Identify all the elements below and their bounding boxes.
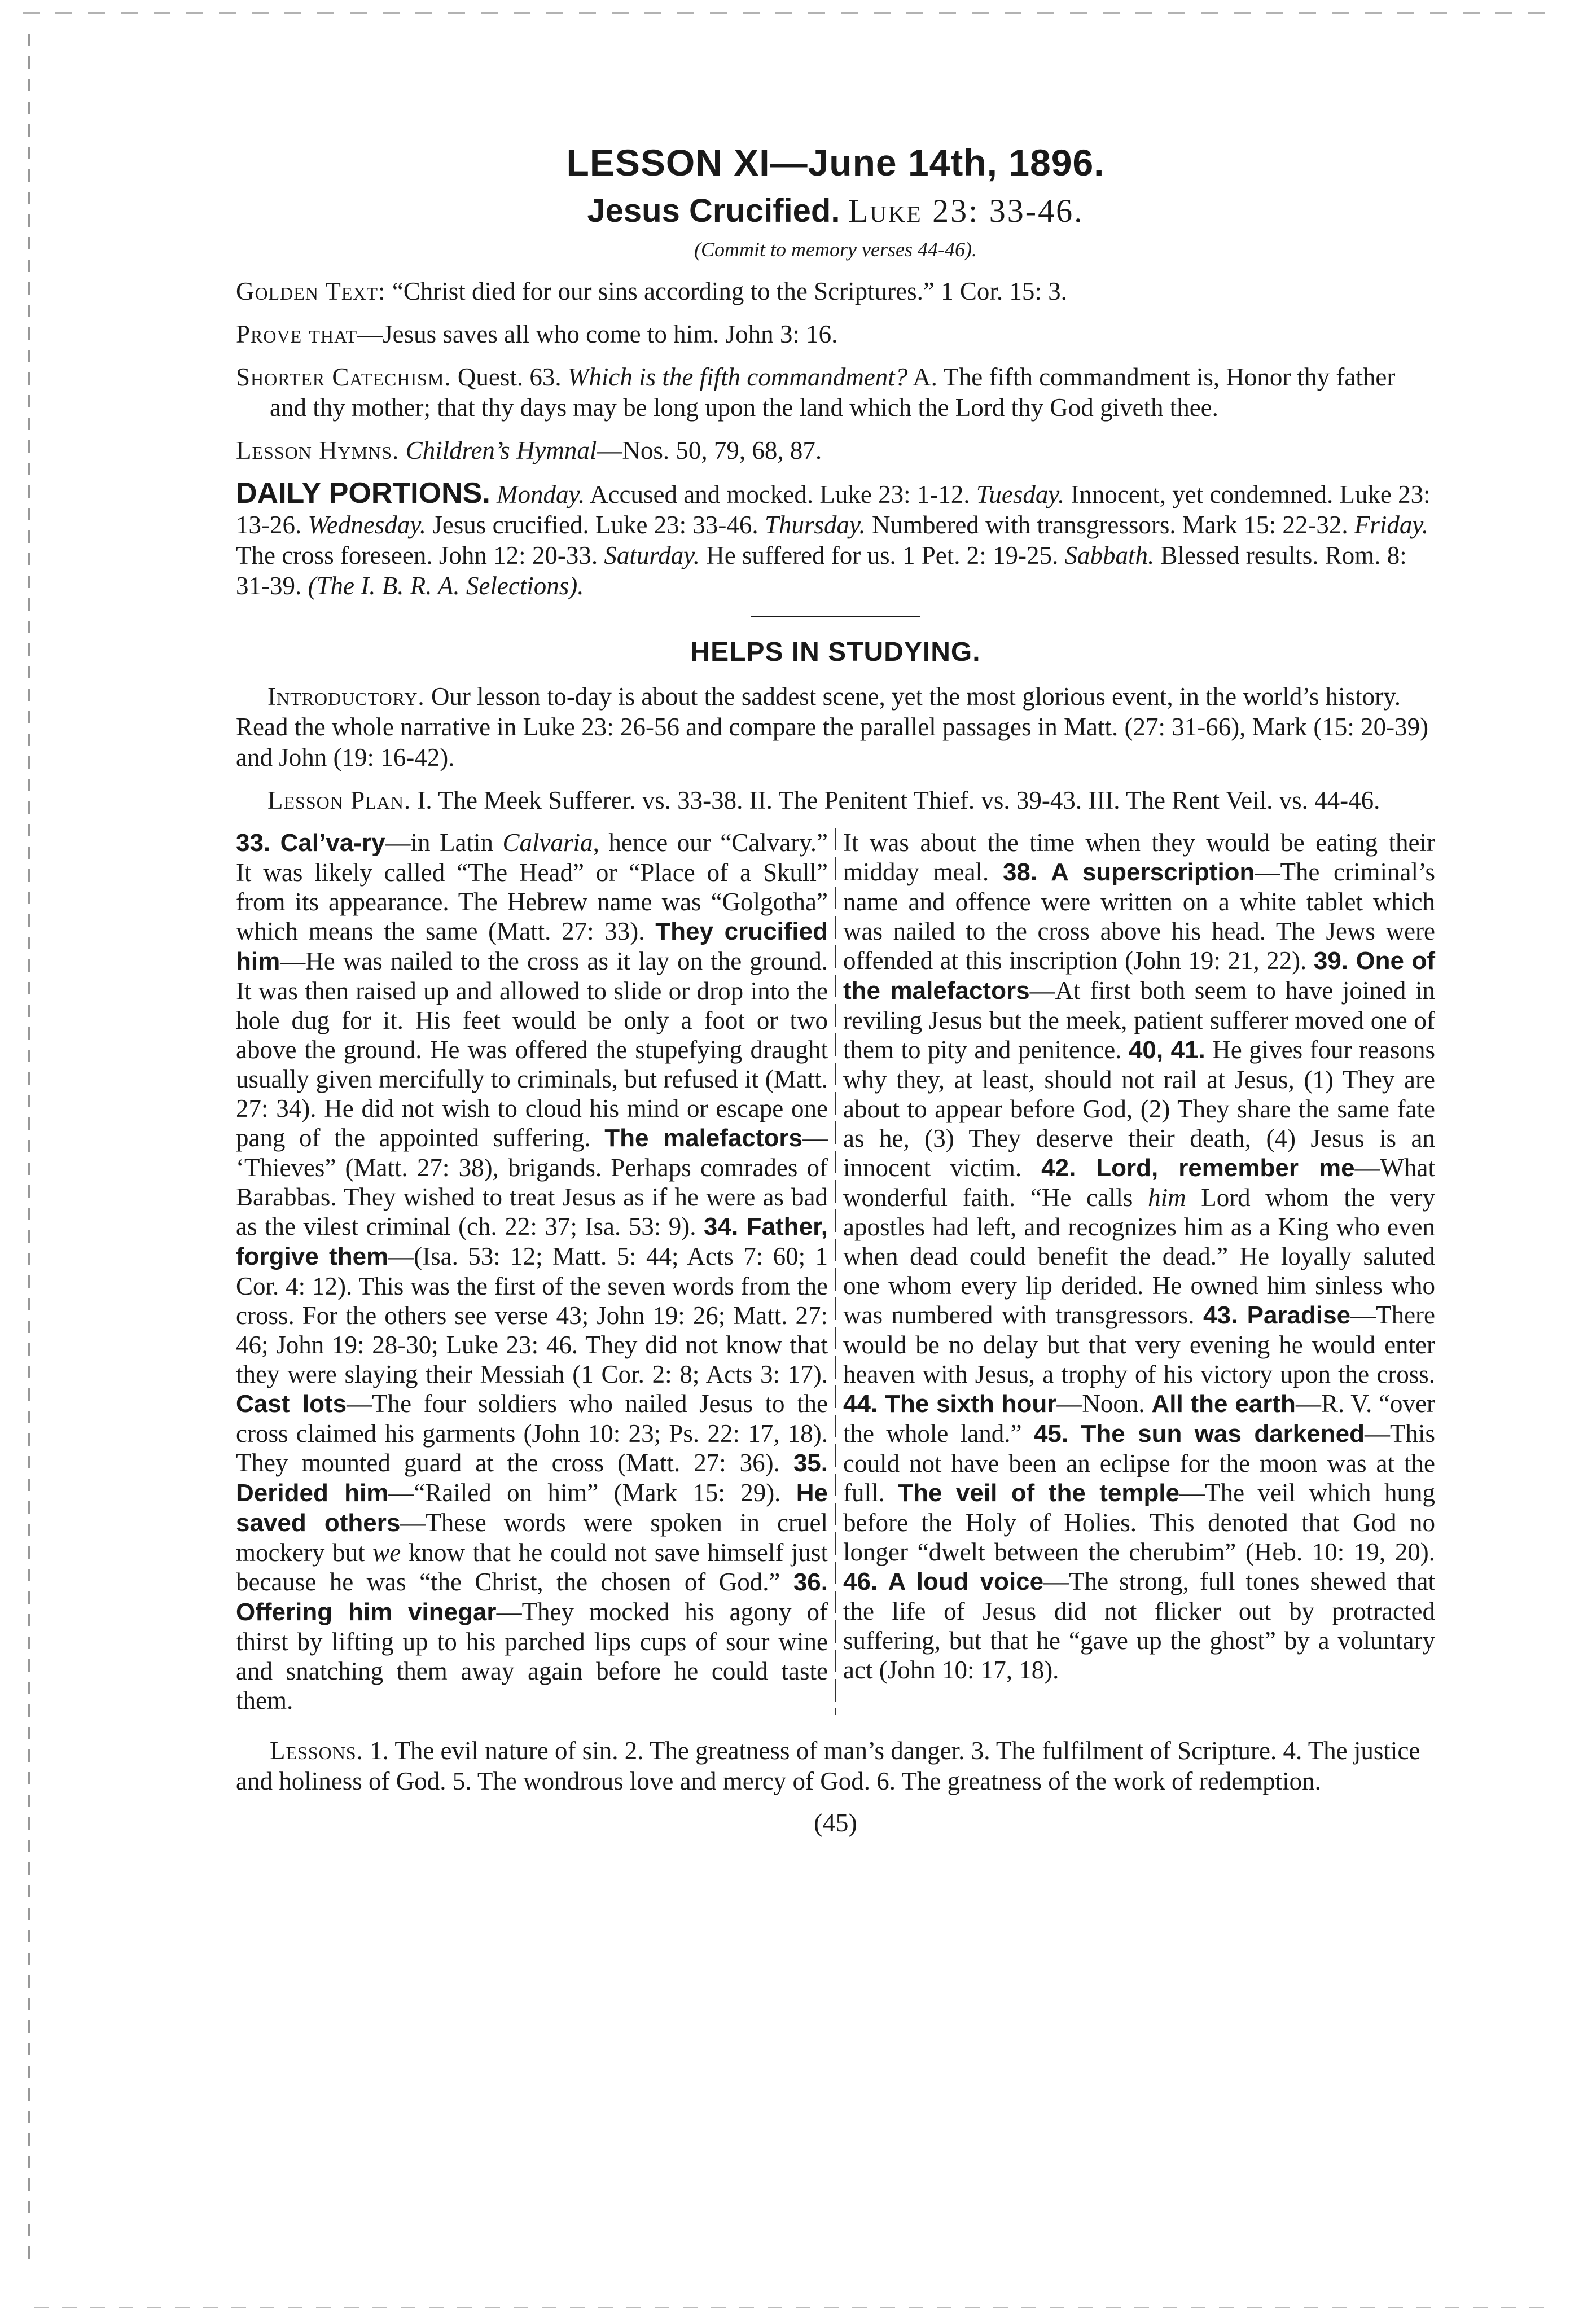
note-heading: 35. Derided him [236,1449,828,1507]
hymns-label: Lesson Hymns. [236,436,400,464]
note-heading: 43. Paradise [1203,1301,1351,1329]
notes-columns [236,828,1435,1715]
lessons-label: Lessons. [270,1737,363,1765]
note-heading: 33. Cal’va-ry [236,829,385,857]
introductory-text: Our lesson to-day is about the saddest scene, yet the most glorious event, in the world’s history. Read the whole narrative in Luke 23: 26-56 and compare the parallel passages in Matt. (27: 31-66), Mark (15: 20-39) and John (19: 16-42). [236,682,1429,771]
scan-edge-bottom [34,2307,1558,2308]
note-text: —Noon. [1056,1389,1152,1418]
daily-portion-text: The cross foreseen. John 12: 20-33. [236,541,604,569]
note-text: , hence our “Calvary.” It was likely called “The Head” or “Place of a Skull” from its appearance. The Hebrew name was “Golgotha” which means the same (Matt. 27: 33). [236,828,828,945]
page-number: (45) [814,1808,857,1837]
note-heading: 45. The sun was darkened [1033,1420,1365,1448]
daily-portions-label: DAILY PORTIONS. [236,477,490,510]
daily-portion-day: Tuesday. [976,480,1065,508]
daily-portion-day: Sabbath. [1064,541,1155,569]
introductory [236,681,1435,773]
prove-that-body: —Jesus saves all who come to him. John 3: 16. [357,320,838,348]
note-italic: Calvaria [502,828,593,857]
page-content [236,141,1435,1838]
note-text: —This could not have been an eclipse for the moon was at the full. [843,1419,1435,1507]
shorter-catechism [236,362,1435,423]
prove-that-label: Prove that [236,320,358,348]
subtitle-text: Jesus Crucified. [587,192,840,229]
scan-edge-top [23,12,1546,14]
note-text: — ‘Thieves” (Matt. 27: 38), brigands. Perhaps comrades of Barabbas. They wished to treat Jesus as if he were as bad as the vilest criminal (ch. 22: 37; Isa. 53: 9). [236,1124,828,1240]
catechism-quest: Quest. 63. [457,363,562,391]
note-text: —(Isa. 53: 12; Matt. 5: 44; Acts 7: 60; 1 Cor. 4: 12). This was the first of the seven words from the cross. For the others see verse 43; John 19: 26; Matt. 27: 46; John 19: 28-30; Luke 23: 46. They did not know that they were slaying their Messiah (1 Cor. 2: 8; Acts 3: 17). [236,1242,828,1388]
notes-right-column [843,828,1435,1715]
lesson-plan-label: Lesson Plan. [267,786,411,814]
note-text: know that he could not save himself just because he was “the Christ, the chosen of God.” [236,1538,828,1596]
note-heading: 46. A loud voice [843,1568,1044,1595]
note-heading: 36. Offering him vinegar [236,1568,828,1626]
column-divider [835,828,836,1715]
note-text: —The strong, full tones shewed that the life of Jesus did not flicker out by protracted suffering, but that he “gave up the ghost” by a voluntary act (John 10: 17, 18). [843,1567,1436,1684]
lessons-text: 1. The evil nature of sin. 2. The greatness of man’s danger. 3. The fulfilment of Scripture. 4. The justice and holiness of God. 5. The wondrous love and mercy of God. 6. The greatness of the work of redemption. [236,1737,1420,1795]
note-text: —There would be no delay but that very evening he would enter heaven with Jesus, a trophy of his victory upon the cross. [843,1301,1435,1388]
note-italic: him [1148,1183,1186,1212]
prove-that [236,319,1435,349]
note-text: —He was nailed to the cross as it lay on the ground. It was then raised up and allowed to slide or drop into the hole dug for it. His feet would be only a foot or two above the ground. He was offered the stupefying draught usually given mercifully to criminals, but refused it (Matt. 27: 34). He did not wish to cloud his mind or escape one pang of the appointed suffering. [236,947,828,1152]
note-text: —“Railed on him” (Mark 15: 29). [388,1479,796,1507]
note-heading: All the earth [1151,1390,1296,1418]
daily-portion-text: Jesus crucified. Luke 23: 33-46. [426,511,765,539]
note-text: He gives four reasons why they, at least, should not rail at Jesus, (1) They are about to appear before God, (2) They share the same fate as he, (3) They deserve their death, (4) Jesus is an innocent victim. [843,1036,1435,1182]
daily-portion-day: Thursday. [764,511,866,539]
note-heading: 34. Father, forgive them [236,1213,828,1270]
note-heading: 42. Lord, remember me [1041,1154,1355,1182]
daily-portion-text: Innocent, yet condemned. Luke 23: 13-26. [236,480,1431,539]
golden-text [236,276,1435,306]
section-divider [751,616,920,617]
note-text: It was about the time when they would be eating their midday meal. [843,828,1435,886]
lesson-plan-text: I. The Meek Sufferer. vs. 33-38. II. The Penitent Thief. vs. 39-43. III. The Rent Veil. vs. 44-46. [411,786,1380,814]
daily-portion-day: Monday. [497,480,585,508]
lesson-title: LESSON XI—June 14th, 1896. [566,142,1105,183]
note-text: —The criminal’s name and offence were written on a white tablet which was nailed to the cross above his head. The Jews were offended at this inscription (John 19: 21, 22). [843,858,1435,975]
lessons [236,1735,1435,1796]
note-italic: we [372,1538,401,1567]
catechism-answer: A. The fifth commandment is, Honor thy father and thy mother; that thy days may be long upon the land which the Lord thy God giveth thee. [270,363,1396,422]
note-text: —The veil which hung before the Holy of Holies. This denoted that God no longer “dwelt between the cherubim” (Heb. 10: 19, 20). [843,1479,1435,1566]
note-text: —What wonderful faith. “He calls [843,1154,1435,1212]
golden-text-body: “Christ died for our sins according to the Scriptures.” 1 Cor. 15: 3. [392,277,1067,305]
catechism-label: Shorter Catechism. [236,363,451,391]
note-heading: Cast lots [236,1390,347,1418]
notes-left-column [236,828,828,1715]
note-text: —These words were spoken in cruel mockery but [236,1509,828,1567]
note-text: —They mocked his agony of thirst by lifting up to his parched lips cups of sour wine and snatching them away again before he could taste them. [236,1598,828,1715]
daily-portion-text: Accused and mocked. Luke 23: 1-12. [585,480,976,508]
daily-portions-source: (The I. B. R. A. Selections). [308,572,584,600]
hymn-numbers: —Nos. 50, 79, 68, 87. [597,436,822,464]
note-heading: 38. A superscription [1002,858,1255,886]
helps-title: HELPS IN STUDYING. [690,637,981,667]
introductory-label: Introductory. [267,682,425,711]
lesson-subtitle [236,192,1435,230]
lesson-plan [236,785,1435,815]
note-heading: 39. One of the malefactors [843,947,1436,1005]
note-text: Lord whom the very apostles had left, and recognizes him as a King who even when dead could benefit the dead.” He loyally saluted one whom every lip derided. He owned him sinless who was numbered with transgressors. [843,1183,1435,1329]
note-heading: They crucified him [236,918,828,975]
note-heading: The malefactors [604,1124,802,1152]
note-heading: 44. The sixth hour [843,1390,1057,1418]
note-heading: He saved others [236,1479,828,1537]
daily-portion-text: Blessed results. Rom. 8: 31-39. [236,541,1407,600]
hymnal-name: Children’s Hymnal [405,436,597,464]
daily-portion-text: He suffered for us. 1 Pet. 2: 19-25. [699,541,1065,569]
lesson-hymns [236,435,1435,466]
daily-portion-day: Wednesday. [308,511,427,539]
note-text: —in Latin [385,828,503,857]
note-text: —The four soldiers who nailed Jesus to the cross claimed his garments (John 10: 23; Ps. 22: 17, 18). They mounted guard at the cross (Matt. 27: 36). [236,1389,828,1477]
daily-portion-text: Numbered with transgressors. Mark 15: 22-32. [865,511,1354,539]
daily-portion-day: Saturday. [604,541,700,569]
daily-portions [236,478,1435,601]
golden-text-label: Golden Text: [236,277,386,305]
scan-edge-left [28,34,30,2269]
note-text: —At first both seem to have joined in reviling Jesus but the meek, patient sufferer moved one of them to pity and penitence. [843,976,1435,1064]
note-heading: 40, 41. [1128,1036,1205,1064]
scripture-reference: Luke 23: 33-46. [848,192,1084,229]
catechism-question: Which is the fifth commandment? [567,363,908,391]
daily-portion-day: Friday. [1354,511,1429,539]
memory-note: (Commit to memory verses 44-46). [694,238,977,261]
note-heading: The veil of the temple [898,1479,1180,1507]
note-text: —R. V. “over the whole land.” [843,1389,1435,1448]
